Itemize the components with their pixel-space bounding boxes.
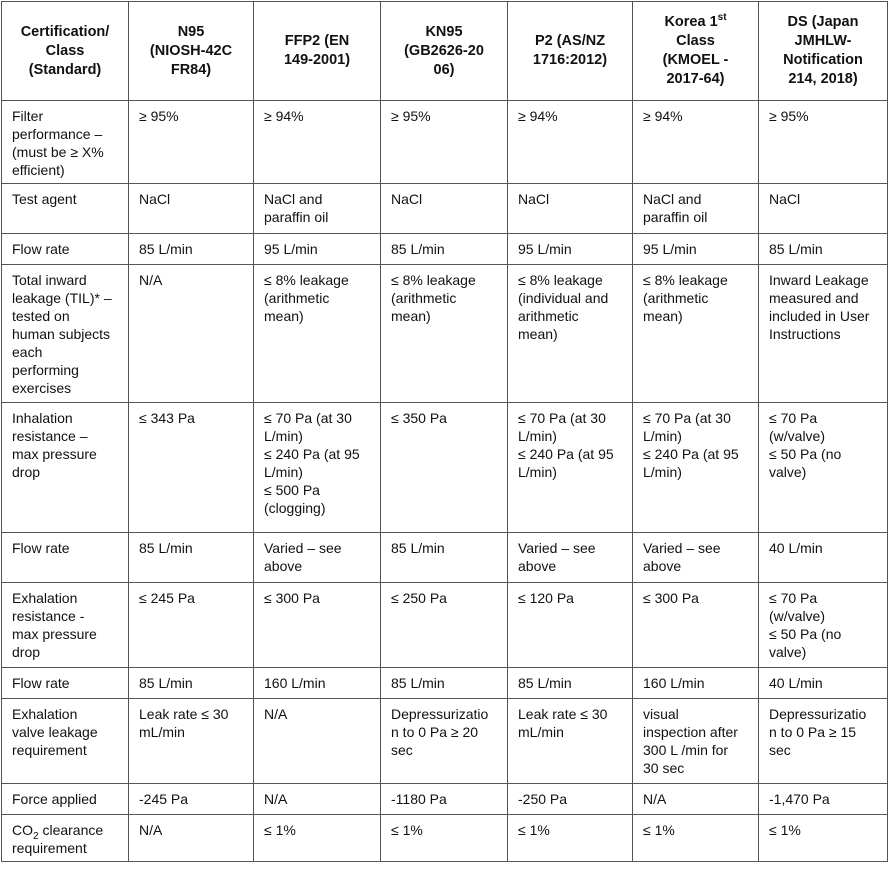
- header-line: FFP2 (EN: [284, 33, 350, 49]
- cell-p2: [508, 784, 633, 815]
- cell-line: Leak rate ≤ 30: [518, 706, 608, 722]
- cell-kn95: [381, 784, 508, 815]
- cell-ffp2: [254, 234, 381, 265]
- cell-p2: [508, 265, 633, 403]
- cell-ds-japan: [759, 265, 888, 403]
- cell-ds-japan: [759, 184, 888, 234]
- cell-line: ≤ 8% leakage: [518, 272, 603, 288]
- cell-line: requirement: [12, 742, 87, 758]
- header-line: (Standard): [28, 61, 102, 78]
- cell-kn95: [381, 101, 508, 184]
- cell-line: mean): [643, 308, 683, 324]
- cell-line: valve leakage: [12, 724, 98, 740]
- cell-line: ≤ 250 Pa: [391, 590, 447, 606]
- cell-line: 85 L/min: [391, 241, 445, 257]
- row-label-cell: [2, 784, 129, 815]
- cell-line: resistance -: [12, 608, 85, 624]
- cell-n95: [129, 533, 254, 583]
- cell-line: 95 L/min: [643, 241, 697, 257]
- cell-p2: [508, 699, 633, 784]
- row-label-cell: [2, 583, 129, 668]
- cell-p2: [508, 668, 633, 699]
- cell-line: Filter: [12, 108, 44, 124]
- cell-korea-1st-class: [633, 784, 759, 815]
- cell-line: above: [264, 558, 303, 574]
- cell-line: ≤ 8% leakage: [391, 272, 476, 288]
- cell-line: max pressure: [12, 446, 97, 462]
- cell-line: ≤ 8% leakage: [643, 272, 728, 288]
- cell-line: ≤ 300 Pa: [643, 590, 699, 606]
- cell-ffp2: [254, 265, 381, 403]
- cell-ds-japan: [759, 583, 888, 668]
- header-line: 214, 2018): [788, 71, 858, 87]
- cell-ffp2: [254, 784, 381, 815]
- cell-ffp2: [254, 699, 381, 784]
- cell-ffp2: [254, 403, 381, 533]
- cell-kn95: [381, 699, 508, 784]
- cell-line: Force applied: [12, 791, 97, 807]
- cell-line: above: [518, 558, 557, 574]
- cell-line: leakage (TIL)* –: [12, 290, 112, 306]
- header-ds-japan: [759, 2, 888, 101]
- header-korea-1st-class: [633, 2, 759, 101]
- cell-line: ≥ 95%: [139, 108, 179, 124]
- cell-line: each: [12, 344, 43, 360]
- cell-line: ≤ 240 Pa (at 95: [643, 446, 739, 462]
- cell-line: (arithmetic: [264, 290, 330, 306]
- cell-ffp2: [254, 668, 381, 699]
- header-n95: [129, 2, 254, 101]
- cell-ffp2: [254, 815, 381, 862]
- cell-line: ≤ 240 Pa (at 95: [264, 446, 360, 462]
- header-kn95: [381, 2, 508, 101]
- cell-line: 95 L/min: [264, 241, 318, 257]
- cell-line: ≤ 500 Pa: [264, 482, 320, 498]
- cell-p2: [508, 234, 633, 265]
- table-row: [2, 533, 888, 583]
- cell-line: Varied – see: [643, 540, 721, 556]
- cell-line: mL/min: [518, 724, 564, 740]
- row-label-cell: [2, 533, 129, 583]
- header-line: Class: [45, 42, 85, 59]
- cell-line: ≥ 94%: [643, 108, 683, 124]
- cell-n95: [129, 403, 254, 533]
- cell-kn95: [381, 234, 508, 265]
- cell-korea-1st-class: [633, 699, 759, 784]
- cell-ds-japan: [759, 699, 888, 784]
- cell-line: ≤ 70 Pa: [769, 410, 818, 426]
- cell-line: Depressurizatio: [769, 706, 867, 722]
- cell-line: Flow rate: [12, 241, 70, 257]
- cell-line: ≤ 120 Pa: [518, 590, 574, 606]
- cell-line: Varied – see: [518, 540, 596, 556]
- cell-n95: [129, 234, 254, 265]
- co2-suffix-text: clearance: [38, 822, 104, 838]
- cell-line: -1,470 Pa: [769, 791, 830, 807]
- cell-line: requirement: [12, 840, 87, 856]
- cell-line: N/A: [643, 791, 667, 807]
- cell-line: 85 L/min: [769, 241, 823, 257]
- cell-kn95: [381, 184, 508, 234]
- table-row: [2, 265, 888, 403]
- cell-line: n to 0 Pa ≥ 15: [769, 724, 857, 740]
- cell-line: (w/valve): [769, 428, 826, 444]
- cell-line: sec: [769, 742, 791, 758]
- header-ffp2: [254, 2, 381, 101]
- header-line: Certification/: [20, 23, 110, 40]
- cell-line: 95 L/min: [518, 241, 572, 257]
- cell-ds-japan: [759, 101, 888, 184]
- cell-kn95: [381, 815, 508, 862]
- cell-p2: [508, 533, 633, 583]
- cell-line: ≤ 70 Pa (at 30: [643, 410, 731, 426]
- cell-line: mean): [264, 308, 304, 324]
- cell-ds-japan: [759, 815, 888, 862]
- cell-line: Test agent: [12, 191, 77, 207]
- header-line: [639, 13, 752, 32]
- cell-korea-1st-class: [633, 583, 759, 668]
- row-label-cell: [2, 815, 129, 862]
- cell-line: ≤ 8% leakage: [264, 272, 349, 288]
- cell-line: mean): [518, 326, 558, 342]
- table-row: [2, 699, 888, 784]
- cell-p2: [508, 101, 633, 184]
- superscript: st: [717, 12, 727, 24]
- cell-line: ≤ 1%: [391, 822, 423, 838]
- cell-line: efficient): [12, 162, 65, 178]
- table-row: [2, 403, 888, 533]
- cell-line: (arithmetic: [391, 290, 457, 306]
- cell-korea-1st-class: [633, 101, 759, 184]
- cell-n95: [129, 784, 254, 815]
- cell-ffp2: [254, 533, 381, 583]
- cell-line: 85 L/min: [139, 241, 193, 257]
- table-row: [2, 101, 888, 184]
- cell-line: paraffin oil: [643, 209, 708, 225]
- cell-line: NaCl: [769, 191, 801, 207]
- cell-line: 85 L/min: [518, 675, 572, 691]
- cell-line: ≤ 240 Pa (at 95: [518, 446, 614, 462]
- cell-kn95: [381, 583, 508, 668]
- row-label-cell: [2, 265, 129, 403]
- cell-kn95: [381, 533, 508, 583]
- cell-line: (w/valve): [769, 608, 826, 624]
- cell-line: resistance –: [12, 428, 88, 444]
- cell-n95: [129, 101, 254, 184]
- cell-line: NaCl: [139, 191, 171, 207]
- header-row: [2, 2, 888, 101]
- cell-korea-1st-class: [633, 184, 759, 234]
- cell-line: above: [643, 558, 682, 574]
- cell-ds-japan: [759, 533, 888, 583]
- header-line: 2017-64): [666, 71, 725, 87]
- cell-line: ≤ 1%: [518, 822, 550, 838]
- cell-line: 300 L /min for: [643, 742, 729, 758]
- cell-korea-1st-class: [633, 403, 759, 533]
- table-row: [2, 784, 888, 815]
- cell-line: ≤ 343 Pa: [139, 410, 195, 426]
- cell-p2: [508, 583, 633, 668]
- cell-line: ≤ 245 Pa: [139, 590, 195, 606]
- cell-line: NaCl: [518, 191, 550, 207]
- cell-line: Depressurizatio: [391, 706, 489, 722]
- cell-line: mean): [391, 308, 431, 324]
- header-line: KN95: [425, 23, 463, 40]
- cell-line: n to 0 Pa ≥ 20: [391, 724, 479, 740]
- cell-line: L/min): [518, 464, 557, 480]
- cell-ds-japan: [759, 234, 888, 265]
- cell-line: Flow rate: [12, 675, 70, 691]
- header-line: JMHLW-: [794, 33, 852, 49]
- cell-line: valve): [769, 644, 807, 660]
- cell-line: N/A: [139, 822, 163, 838]
- cell-line: (arithmetic: [643, 290, 709, 306]
- cell-line: drop: [12, 464, 41, 480]
- cell-line: ≤ 1%: [643, 822, 675, 838]
- cell-line: ≥ 94%: [518, 108, 558, 124]
- cell-line: [12, 821, 120, 842]
- table-row: [2, 583, 888, 668]
- co2-text: CO: [12, 822, 33, 838]
- cell-line: 160 L/min: [264, 675, 326, 691]
- header-text: Korea 1: [664, 14, 718, 30]
- cell-line: Inhalation: [12, 410, 73, 426]
- table-row: [2, 184, 888, 234]
- cell-line: (must be ≥ X%: [12, 144, 104, 160]
- subscript: 2: [33, 830, 39, 842]
- cell-line: performing: [12, 362, 79, 378]
- header-line: 1716:2012): [532, 52, 608, 68]
- header-line: (KMOEL -: [662, 52, 729, 68]
- header-certification-class: [2, 2, 129, 101]
- cell-kn95: [381, 265, 508, 403]
- header-line: (GB2626-20: [404, 42, 484, 59]
- cell-line: 85 L/min: [139, 675, 193, 691]
- cell-line: -1180 Pa: [391, 791, 447, 807]
- cell-line: arithmetic: [518, 308, 579, 324]
- cell-korea-1st-class: [633, 533, 759, 583]
- cell-n95: [129, 699, 254, 784]
- cell-n95: [129, 815, 254, 862]
- cell-kn95: [381, 403, 508, 533]
- header-p2: [508, 2, 633, 101]
- cell-ffp2: [254, 101, 381, 184]
- cell-n95: [129, 184, 254, 234]
- cell-line: 85 L/min: [391, 675, 445, 691]
- cell-line: N/A: [264, 706, 288, 722]
- cell-line: Leak rate ≤ 30: [139, 706, 229, 722]
- row-label-cell: [2, 403, 129, 533]
- cell-line: sec: [391, 742, 413, 758]
- cell-line: included in User: [769, 308, 870, 324]
- cell-line: N/A: [139, 272, 163, 288]
- cell-ds-japan: [759, 403, 888, 533]
- cell-line: Instructions: [769, 326, 841, 342]
- row-label-cell: [2, 234, 129, 265]
- cell-line: visual: [643, 706, 679, 722]
- cell-line: Flow rate: [12, 540, 70, 556]
- cell-p2: [508, 403, 633, 533]
- cell-line: drop: [12, 644, 41, 660]
- cell-line: N/A: [264, 791, 288, 807]
- cell-ds-japan: [759, 784, 888, 815]
- table-body: [2, 101, 888, 862]
- cell-line: 160 L/min: [643, 675, 705, 691]
- header-line: Class: [676, 33, 715, 49]
- cell-line: NaCl: [391, 191, 423, 207]
- header-line: Notification: [783, 52, 863, 68]
- cell-line: inspection after: [643, 724, 738, 740]
- cell-line: Exhalation: [12, 590, 78, 606]
- cell-line: ≤ 70 Pa (at 30: [264, 410, 352, 426]
- cell-line: max pressure: [12, 626, 97, 642]
- cell-line: ≤ 350 Pa: [391, 410, 447, 426]
- cell-korea-1st-class: [633, 265, 759, 403]
- header-line: DS (Japan: [787, 14, 859, 30]
- cell-line: ≤ 70 Pa (at 30: [518, 410, 606, 426]
- cell-line: ≤ 1%: [769, 822, 801, 838]
- cell-korea-1st-class: [633, 234, 759, 265]
- cell-line: NaCl and: [643, 191, 702, 207]
- respirator-comparison-table: [1, 1, 888, 862]
- cell-line: Inward Leakage: [769, 272, 869, 288]
- header-line: (NIOSH-42C: [149, 42, 233, 59]
- cell-line: L/min): [518, 428, 557, 444]
- cell-line: ≥ 95%: [769, 108, 809, 124]
- cell-line: measured and: [769, 290, 859, 306]
- cell-line: -245 Pa: [139, 791, 189, 807]
- cell-korea-1st-class: [633, 668, 759, 699]
- header-line: N95: [177, 23, 205, 40]
- table-row: [2, 234, 888, 265]
- header-line: P2 (AS/NZ: [534, 33, 606, 49]
- cell-n95: [129, 583, 254, 668]
- cell-line: performance –: [12, 126, 103, 142]
- cell-line: valve): [769, 464, 807, 480]
- header-line: 149-2001): [283, 52, 351, 68]
- cell-line: ≥ 95%: [391, 108, 431, 124]
- cell-line: L/min): [264, 428, 303, 444]
- cell-line: ≤ 50 Pa (no: [769, 626, 842, 642]
- cell-line: -250 Pa: [518, 791, 568, 807]
- cell-ds-japan: [759, 668, 888, 699]
- cell-line: Total inward: [12, 272, 87, 288]
- cell-line: L/min): [643, 464, 682, 480]
- cell-line: NaCl and: [264, 191, 323, 207]
- cell-line: ≤ 50 Pa (no: [769, 446, 842, 462]
- cell-line: (clogging): [264, 500, 326, 516]
- cell-ffp2: [254, 583, 381, 668]
- cell-line: human subjects: [12, 326, 111, 342]
- cell-n95: [129, 668, 254, 699]
- cell-korea-1st-class: [633, 815, 759, 862]
- cell-line: 85 L/min: [139, 540, 193, 556]
- row-label-cell: [2, 699, 129, 784]
- cell-line: 85 L/min: [391, 540, 445, 556]
- cell-kn95: [381, 668, 508, 699]
- row-label-cell: [2, 101, 129, 184]
- header-line: FR84): [170, 61, 212, 78]
- row-label-cell: [2, 668, 129, 699]
- cell-line: 40 L/min: [769, 540, 823, 556]
- cell-line: exercises: [12, 380, 72, 396]
- row-label-cell: [2, 184, 129, 234]
- cell-line: Exhalation: [12, 706, 78, 722]
- header-line: 06): [433, 61, 455, 78]
- cell-line: ≥ 94%: [264, 108, 304, 124]
- cell-p2: [508, 184, 633, 234]
- cell-line: 30 sec: [643, 760, 685, 776]
- table-row: [2, 668, 888, 699]
- cell-line: L/min): [643, 428, 682, 444]
- cell-line: paraffin oil: [264, 209, 329, 225]
- cell-p2: [508, 815, 633, 862]
- cell-line: mL/min: [139, 724, 185, 740]
- cell-line: ≤ 70 Pa: [769, 590, 818, 606]
- cell-line: tested on: [12, 308, 70, 324]
- cell-line: ≤ 1%: [264, 822, 296, 838]
- table-row: [2, 815, 888, 862]
- cell-line: ≤ 300 Pa: [264, 590, 320, 606]
- cell-line: 40 L/min: [769, 675, 823, 691]
- cell-n95: [129, 265, 254, 403]
- cell-line: L/min): [264, 464, 303, 480]
- cell-line: Varied – see: [264, 540, 342, 556]
- cell-line: (individual and: [518, 290, 609, 306]
- cell-ffp2: [254, 184, 381, 234]
